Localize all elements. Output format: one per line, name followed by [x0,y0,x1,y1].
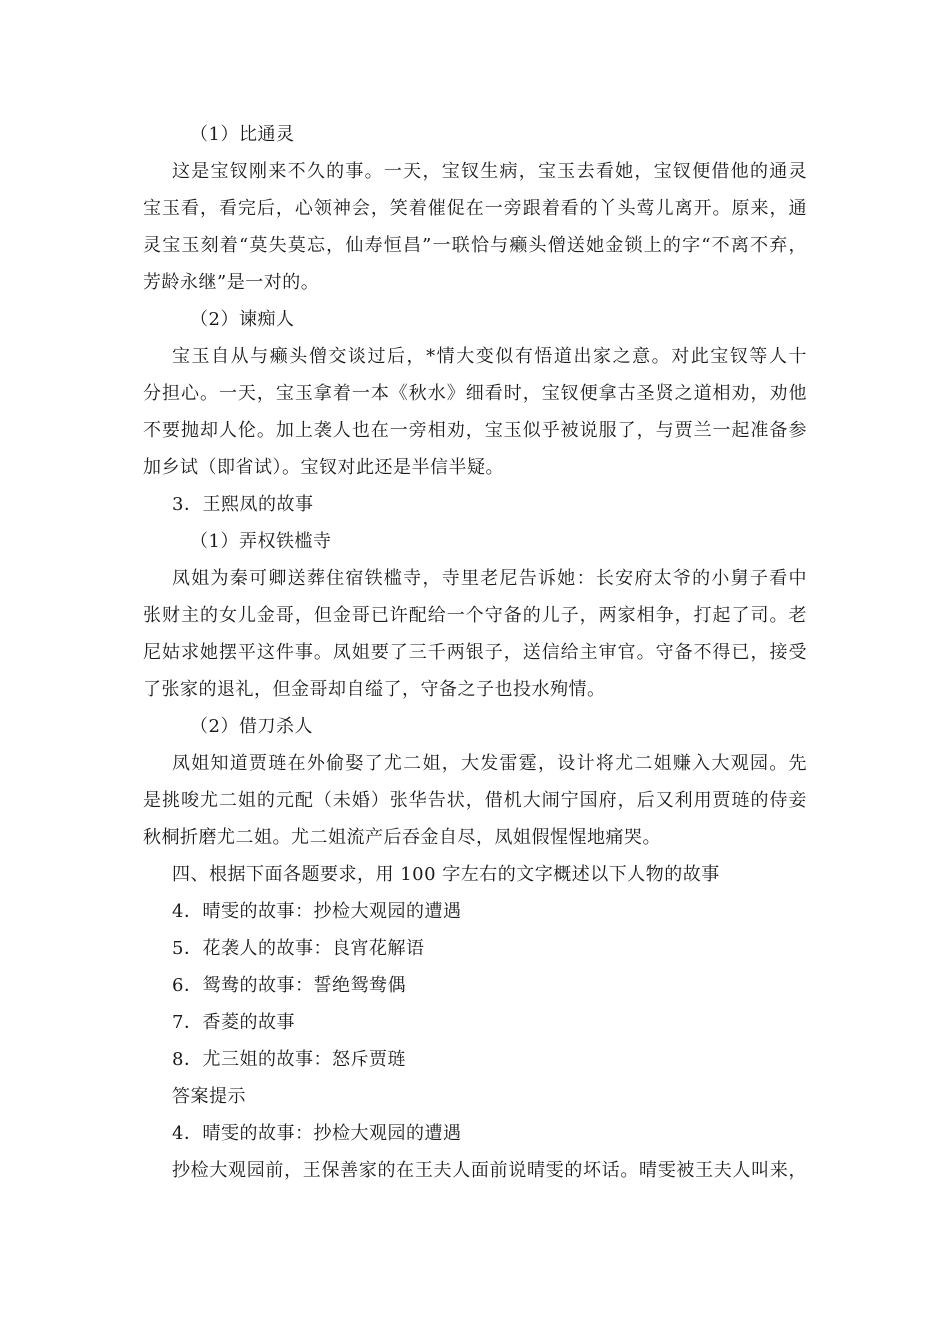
paragraph-line: 灵宝玉刻着“莫失莫忘，仙寿恒昌”一联恰与癞头僧送她金锁上的字“不离不弃， [143,235,807,256]
section-heading-four: 四、根据下面各题要求，用 100 字左右的文字概述以下人物的故事 [172,864,720,885]
answer-item-4-heading: 4．晴雯的故事：抄检大观园的遭遇 [172,1123,462,1144]
paragraph-line: 芳龄永继”是一对的。 [143,272,320,293]
question-item-4: 4．晴雯的故事：抄检大观园的遭遇 [172,901,462,922]
paragraph-line: 秋桐折磨尤二姐。尤二姐流产后吞金自尽，凤姐假惺惺地痛哭。 [143,827,661,848]
paragraph-line: 不要抛却人伦。加上袭人也在一旁相劝，宝玉似乎被说服了，与贾兰一起准备参 [143,420,807,441]
subheading-bi-tong-ling: （1）比通灵 [190,124,295,145]
paragraph-line: 尼姑求她摆平这件事。凤姐要了三千两银子，送信给主审官。守备不得已，接受 [143,642,807,663]
question-item-5: 5．花袭人的故事：良宵花解语 [172,938,425,959]
subheading-jie-dao-sha-ren: （2）借刀杀人 [190,716,313,737]
question-item-6: 6．鸳鸯的故事：誓绝鸳鸯偶 [172,975,406,996]
paragraph-line: 这是宝钗刚来不久的事。一天，宝钗生病，宝玉去看她，宝钗便借他的通灵 [172,161,807,182]
answer-hint-heading: 答案提示 [172,1086,246,1107]
paragraph-line: 分担心。一天，宝玉拿着一本《秋水》细看时，宝钗便拿古圣贤之道相劝，劝他 [143,383,807,404]
paragraph-line: 凤姐知道贾琏在外偷娶了尤二姐，大发雷霆，设计将尤二姐赚入大观园。先 [172,753,807,774]
paragraph-line: 张财主的女儿金哥，但金哥已许配给一个守备的儿子，两家相争，打起了司。老 [143,605,807,626]
paragraph-line: 宝玉看，看完后，心领神会，笑着催促在一旁跟着看的丫头莺儿离开。原来，通 [143,198,807,219]
paragraph-line: 是挑唆尤二姐的元配（未婚）张华告状，借机大闹宁国府，后又利用贾琏的侍妾 [143,790,807,811]
paragraph-line: 了张家的退礼，但金哥却自缢了，守备之子也投水殉情。 [143,679,606,700]
paragraph-line: 加乡试（即省试）。宝钗对此还是半信半疑。 [143,457,504,478]
subheading-jian-chi-ren: （2）谏痴人 [190,309,295,330]
paragraph-line: 凤姐为秦可卿送葬住宿铁槛寺，寺里老尼告诉她：长安府太爷的小舅子看中 [172,568,807,589]
question-item-8: 8．尤三姐的故事：怒斥贾琏 [172,1049,406,1070]
question-item-7: 7．香菱的故事 [172,1012,295,1033]
subheading-nong-quan: （1）弄权铁槛寺 [190,531,332,552]
section-heading-wang-xi-feng: 3．王熙凤的故事 [172,494,314,515]
paragraph-line: 抄检大观园前，王保善家的在王夫人面前说晴雯的坏话。晴雯被王夫人叫来， [172,1160,807,1181]
paragraph-line: 宝玉自从与癞头僧交谈过后，*情大变似有悟道出家之意。对此宝钗等人十 [172,346,807,367]
